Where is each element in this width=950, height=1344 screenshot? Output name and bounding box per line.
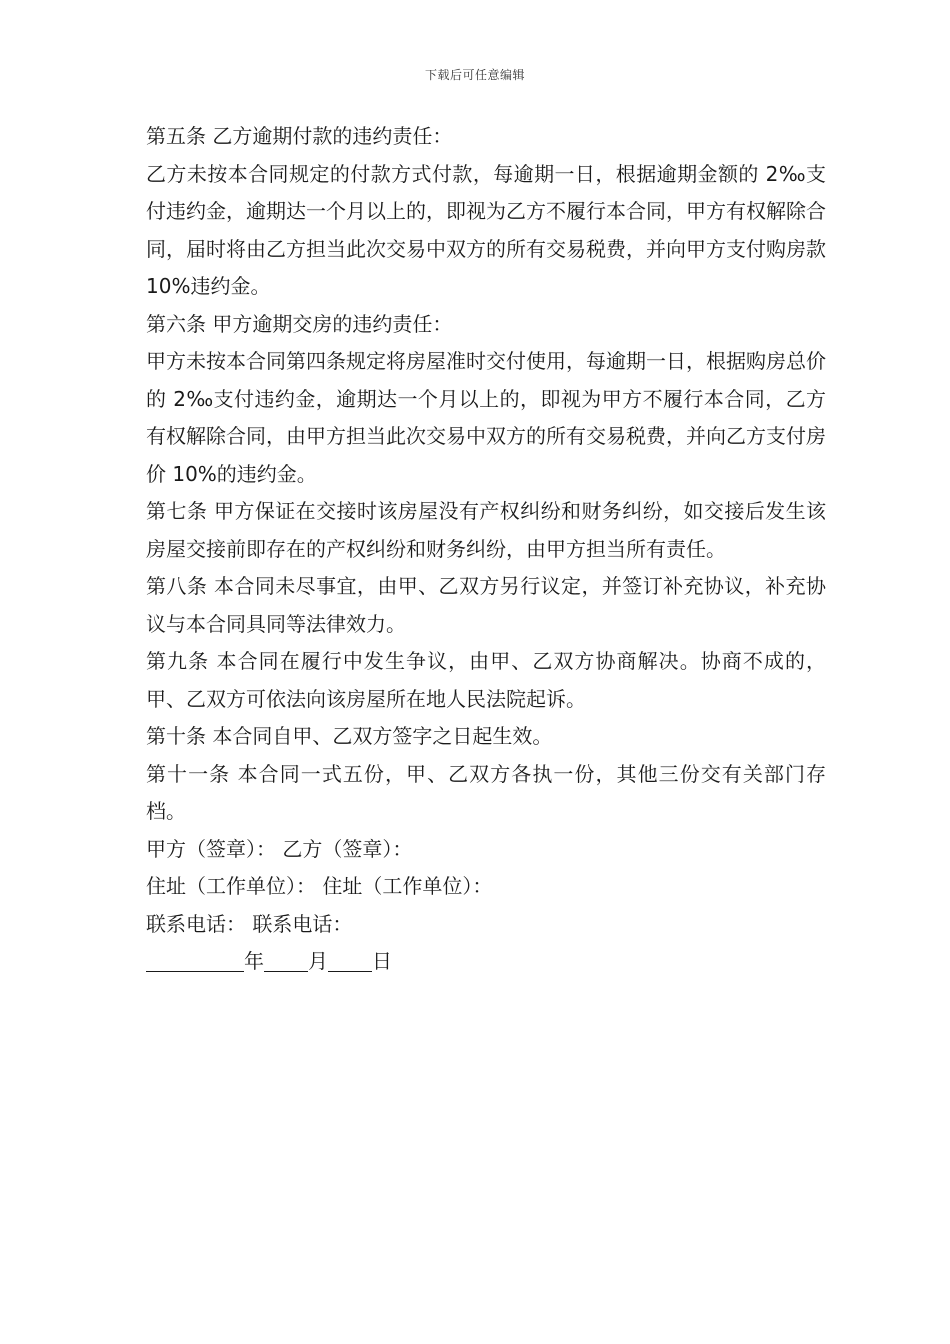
clause-7: 第七条 甲方保证在交接时该房屋没有产权纠纷和财务纠纷，如交接后发生该房屋交接前即存在的产权纠纷和财务纠纷，由甲方担当所有责任。 bbox=[146, 499, 826, 561]
clause-11: 第十一条 本合同一式五份，甲、乙双方各执一份，其他三份交有关部门存档。 bbox=[146, 761, 826, 823]
signature-phone-line: 联系电话： 联系电话： bbox=[146, 911, 353, 936]
clause-8: 第八条 本合同未尽事宜，由甲、乙双方另行议定，并签订补充协议，补充协议与本合同具同等法律效力。 bbox=[146, 574, 826, 636]
clause-10: 第十条 本合同自甲、乙双方签字之日起生效。 bbox=[146, 724, 553, 748]
page-header-note: 下载后可任意编辑 bbox=[424, 68, 525, 82]
contract-body bbox=[146, 118, 826, 981]
clause-6-body: 甲方未按本合同第四条规定将房屋准时交付使用，每逾期一日，根据购房总价的 2‰支付违约金，逾期达一个月以上的，即视为甲方不履行本合同，乙方有权解除合同，由甲方担当此次交易中双方的所有交易税费，并向乙方支付房价 10%的违约金。 bbox=[146, 349, 826, 486]
clause-5-title: 第五条 乙方逾期付款的违约责任： bbox=[146, 124, 453, 148]
clause-6-title: 第六条 甲方逾期交房的违约责任： bbox=[146, 311, 453, 336]
day-label: 日 bbox=[372, 949, 392, 973]
month-label: 月 bbox=[308, 949, 328, 973]
signature-seal-line: 甲方（签章）： 乙方（签章）： bbox=[146, 836, 413, 861]
clause-5-body: 乙方未按本合同规定的付款方式付款，每逾期一日，根据逾期金额的 2‰支付违约金，逾期达一个月以上的，即视为乙方不履行本合同，甲方有权解除合同，届时将由乙方担当此次交易中双方的所有交易税费，并向甲方支付购房款 10%违约金。 bbox=[146, 161, 826, 298]
year-label: 年 bbox=[244, 949, 264, 973]
date-line bbox=[146, 943, 826, 981]
day-blank[interactable] bbox=[328, 945, 372, 972]
month-blank[interactable] bbox=[264, 945, 308, 972]
clause-9: 第九条 本合同在履行中发生争议，由甲、乙双方协商解决。协商不成的，甲、乙双方可依法向该房屋所在地人民法院起诉。 bbox=[146, 649, 826, 711]
signature-address-line: 住址（工作单位）： 住址（工作单位）： bbox=[146, 874, 493, 898]
year-blank[interactable] bbox=[146, 945, 244, 972]
